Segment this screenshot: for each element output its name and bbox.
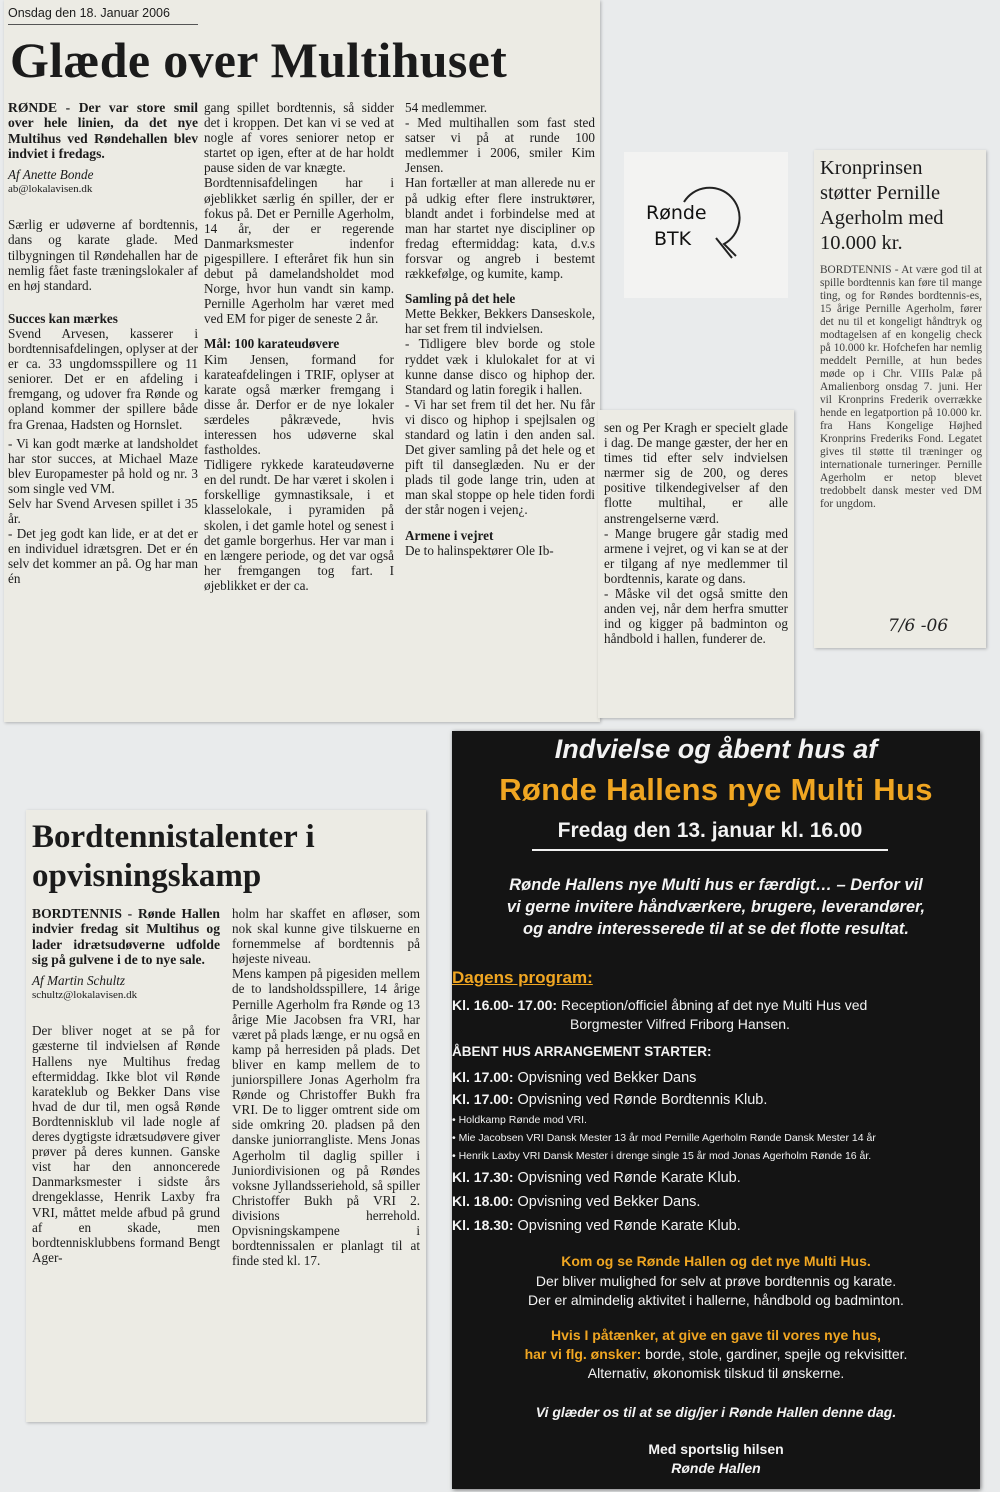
paragraph: Han fortæller at man allerede nu er på udkig efter flere instruktører, blandt andet i forbindelse med at man har startet nye discipliner op fredag eftermiddag: kata, d.v.s forsvar og angreb i bestemt rækkefølge, og kumite, kamp. [405,175,599,282]
gift-line [452,1346,980,1362]
article-email: schultz@lokalavisen.dk [32,989,138,1002]
event-time: Kl. 18.30: [452,1217,514,1233]
event-text: Opvisning ved Bekker Dans. [517,1194,701,1210]
article-byline: Af Anette Bonde [8,167,94,183]
open-house-heading: ÅBENT HUS ARRANGEMENT STARTER: [452,1044,712,1059]
event-text: Opvisning ved Rønde Karate Klub. [517,1218,741,1234]
subheading: Samling på det hele [405,291,516,307]
paragraph: 54 medlemmer. [405,100,488,115]
paragraph: Bordtennisafdelingen har i øjeblikket særlig én spiller, der er fokus på. Det er Pernille Agerholm, 14 år, der er regerende Danmarksmester indenfor pigespillere. I efteråret fik hun sin debut på damelandsholdet mod Norge, hvor hun vandt sin kamp. Pernille Agerholm har været med ved EM for piger de seneste 2 år. [204,175,398,327]
event-row [452,1169,741,1186]
gift-heading: Hvis I påtænker, at give en gave til vores nye hus, [551,1327,881,1343]
match-item: • Henrik Laxby VRI Dansk Mester i drenge single 15 år mod Jonas Agerholm Rønde 16 år. [452,1150,872,1162]
paragraph: - Mange brugere går stadig med armene i vejret, og vi kan se at der er tilgang af nye medlemmer til bordtennis, karate og dans. [604,525,792,586]
paragraph: Mens kampen på pigesiden mellem de to landsholdsspillere, 14 årige Pernille Agerholm fra Rønde og 13 årige Mie Jacobsen fra VRI, har været på plads længe, er nu også en kamp på herresiden på plads. Det bliver en kamp mellem de to juniorspillere Jonas Agerholm fra Rønde og Christoffer Bukh fra VRI. De to ligger omtrent side om side omkring 20. pladsen på den danske juniorrangliste. Mens Jonas Agerholm til daglig spiller i Juniordivisionen og på Røndes voksne Jyllandsseriehold, så spiller Christoffer Bukh på VRI 2. divisions herrehold. Opvisningskampene i bordtennissalen er planlagt til at finde sted kl. 17. [232,966,424,1269]
headline-line: Bordtennistalenter i [32,819,315,855]
event-row [452,1193,700,1210]
come-line: Der er almindelig aktivitet i hallerne, håndbold og badminton. [528,1292,904,1308]
come-line: Der bliver mulighed for selv at prøve bordtennis og karate. [535,1273,897,1289]
article-column-4 [604,420,792,647]
article-date: Onsdag den 18. Januar 2006 [8,6,170,20]
article-column-1 [32,906,224,1265]
paragraph: De to halinspektører Ole Ib- [405,542,554,558]
match-item: • Holdkamp Rønde mod VRI. [452,1114,587,1126]
event-time: Kl. 17.00: [452,1069,514,1085]
article-headline [820,156,944,256]
intro-line: og andre interesserede til at se det flotte resultat. [522,920,910,938]
headline-line: 10.000 kr. [820,232,903,254]
flyer-greeting: Med sportslig hilsen [648,1441,784,1457]
event-row [452,1217,741,1234]
subheading: Mål: 100 karateudøvere [204,336,340,352]
paragraph: Der bliver noget at se på for gæsterne til indvielsen af Rønde Hallens nye Multihus fredag eftermiddag. Ikke blot vil Rønde karateklub og Bekker Dans vise hvad de dur til, men også Rønde Bordtennisklub vil lade nogle af deres dygtigste idrætsudøvere giver prøver på deres kunnen. Ganske vist har den annoncerede Danmarksmester i sidste års drengeklasse, Henrik Laxby fra VRI, måttet melde afbud på grund af en skade, men bordtennisklubbens formand Bengt Ager- [32,1023,224,1265]
paragraph: - Måske vil det også smitte den anden vej, når dem herfra smutter ind og kigger på badminton og håndbold i hallen, funderer de. [604,586,792,647]
article-column-1 [8,100,202,587]
match-item: • Mie Jacobsen VRI Dansk Mester 13 år mod Pernille Agerholm Rønde Dansk Mester 14 år [452,1132,876,1144]
event-row [452,1069,696,1086]
article-headline: Glæde over Multihuset [10,32,508,88]
paragraph: Særlig er udøverne af bordtennis, dans og karate glade. Med tilbygningen til Røndehallen har de nemlig fået faste træningslokaler af en høj standard. [8,217,202,293]
headline-line: opvisningskamp [32,858,262,894]
paragraph: holm har skaffet en afløser, som nok skal kunne give tilskuerne en fornemmelse af bordtennis på højeste niveau. [232,906,424,967]
event-time: Kl. 17.30: [452,1169,514,1185]
event-row [452,1091,767,1108]
program-text-cont: Borgmester Vilfred Friborg Hansen. [570,1016,790,1032]
date-rule [8,24,198,25]
program-text: Reception/officiel åbning af det nye Multi Hus ved [560,997,868,1013]
flyer-title: Indvielse og åbent hus af [554,734,878,764]
article-bordtennistalenter [26,810,426,1422]
ronde-btk-logo [624,152,788,298]
flyer-intro [462,874,970,940]
paragraph: - Det jeg godt kan lide, er at det er en individuel idrætsgren. Det er én selv det kommer an på. Og har man én [8,526,202,587]
headline-line: støtter Pernille [820,182,941,204]
paragraph: Svend Arvesen, kasserer i bordtennisafdelingen, oplyser at der er ca. 33 ungdomsspillere og 11 seniorer. Det er en afdeling i fremgang, og udover fra Rønde og opland kommer der spillere både fra Grenaa, Hadsten og Hornslet. [8,325,202,432]
paragraph: - Vi har set frem til det her. Nu får vi disco og hiphop i spejlsalen og standard og latin i den anden sal. Det giver samling på det hele og et pift til danseglæden. Nu er der plads til gode lange trin, uden at man skal stoppe op hele tiden fordi der står nogen i vejen¿. [405,396,599,518]
article-kronprinsen [814,150,986,648]
program-time: Kl. 16.00- 17.00: [452,997,558,1013]
paragraph: Tidligere rykkede karateudøverne en del rundt. De har været i skolen i forskellige gymnastiksale, i et klasselokale, i pyramiden på skolen, i det gamle hotel og senest i det gamle borgerhus. Her var man i en længere periode, og det var også her fremgangen tog fart. I øjeblikket er der ca. [204,457,398,593]
article-headline [32,818,315,896]
headline-line: Kronprinsen [820,157,923,179]
article-column-3 [405,100,599,558]
article-lead: BORDTENNIS - Rønde Hallen indvier fredag sit Multihus og lader idrætsudøverne udfolde sig på gulvene i de to nye sale. [32,906,224,967]
article-column-2 [232,906,424,1269]
article-email: ab@lokalavisen.dk [8,183,93,196]
flyer-date: Fredag den 13. januar kl. 16.00 [532,819,888,851]
paragraph: gang spillet bordtennis, så sidder det i kroppen. Det kan vi se ved at nogle af vores seniorer netop er startet op igen, efter at de har holdt pause siden de var knægte. [204,100,398,176]
event-text: Opvisning ved Rønde Karate Klub. [517,1170,741,1186]
ping-pong-paddle-icon [624,152,788,298]
open-house-flyer [452,731,980,1489]
flyer-sender: Rønde Hallen [671,1460,761,1476]
handwritten-date: 7/6 -06 [888,616,949,636]
paragraph: - Tidligere blev borde og stole ryddet væk i klulokalet for at vi kunne danse disco og hiphop der. Standard og latin foregik i hallen. [405,336,599,397]
intro-line: Rønde Hallens nye Multi hus er færdigt… – Derfor vil [509,876,923,894]
event-text: Opvisning ved Rønde Bordtennis Klub. [517,1092,768,1108]
logo-text-ronde: Rønde [646,202,707,224]
event-time: Kl. 18.00: [452,1193,514,1209]
article-column-2 [204,100,398,593]
logo-text-btk: BTK [654,228,692,250]
gift-alt: Alternativ, økonomisk tilskud til ønskerne. [587,1365,845,1381]
gift-label: har vi flg. ønsker: [524,1346,642,1362]
paragraph: BORDTENNIS - At være god til at spille bordtennis kan føre til mange ting, og for Røndes bordtennis-es, 15 årige Pernille Agerholm, fører det nu til et kongeligt håndtryk og modtagelsen af en kongelig check på 10.000 kr. Hofchefen har nemlig meddelt Pernille, at hun bedes møde op i Chr. VIIIs Palæ på Amalienborg onsdag 7. juni. Her vil Kronprins Frederik overrække hende en legatportion på 10.000 kr. fra Hans Kongelige Højhed Kronprins Frederiks Fond. Legatet gives til støtte til træninger og internationale turneringer. Pernille Agerholm er netop blevet tredobbelt dansk mester ved DM for ungdom. [820,264,985,510]
intro-line: vi gerne invitere håndværkere, brugere, leverandører, [506,898,926,916]
headline-line: Agerholm med [820,207,944,229]
flyer-closing: Vi glæder os til at se dig/jer i Rønde Hallen denne dag. [535,1404,897,1420]
paragraph: sen og Per Kragh er specielt glade i dag. De mange gæster, der her en times tid efter selv indvielsen nærmer sig de 200, og deres positive tilkendegivelser af den flotte multihal, er alle anstrengelserne værd. [604,420,792,526]
paragraph: - Vi kan godt mærke at landsholdet har stor succes, at Michael Maze blev Europamester på hold og nr. 3 som single ved VM. [8,435,202,496]
program-heading: Dagens program: [452,968,593,987]
article-continuation [598,410,794,718]
article-body [820,264,985,511]
paragraph: Kim Jensen, formand for karateafdelingen i TRIF, oplyser at karate også mærker fremgang i disse år. Derfor er de nye lokaler særdeles påkrævede, hvis interessen hos udøverne skal fastholdes. [204,351,398,458]
event-text: Opvisning ved Bekker Dans [517,1070,697,1086]
article-glaede-over-multihuset [4,0,600,722]
subheading: Succes kan mærkes [8,310,118,326]
gift-wishes: borde, stole, gardiner, spejle og rekvisitter. [641,1346,908,1362]
come-heading: Kom og se Rønde Hallen og det nye Multi Hus. [561,1253,871,1269]
flyer-subtitle: Rønde Hallens nye Multi Hus [499,772,933,807]
subheading: Armene i vejret [405,527,494,543]
paragraph: Selv har Svend Arvesen spillet i 35 år. [8,495,202,527]
event-time: Kl. 17.00: [452,1091,514,1107]
article-lead: RØNDE - Der var store smil over hele linien, da det nye Multihus ved Røndehallen blev indviet i fredags. [8,100,202,161]
article-byline: Af Martin Schultz [32,973,126,989]
program-row [452,997,867,1013]
paragraph: - Med multihallen som fast sted satser vi på at runde 100 medlemmer i 2006, smiler Kim Jensen. [405,115,599,176]
paragraph: Mette Bekker, Bekkers Danseskole, har set frem til indvielsen. [405,306,599,337]
